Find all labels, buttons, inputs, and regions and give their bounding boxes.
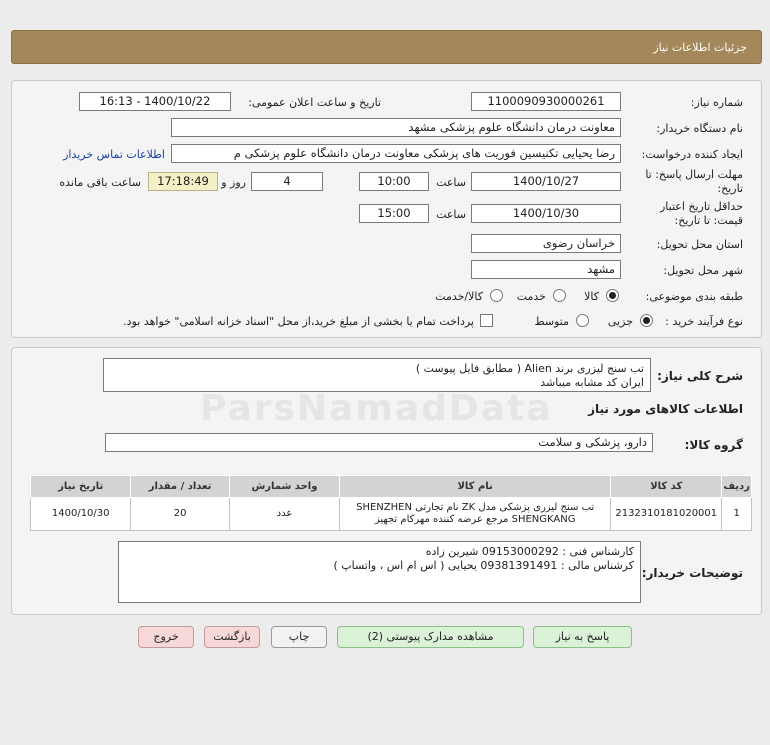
cell-qty: 20 (131, 498, 229, 531)
page-title-bar (11, 30, 762, 64)
city-label: شهر محل تحویل: (663, 264, 743, 277)
city-field: مشهد (471, 260, 621, 279)
cell-name-line-2: SHENGKANG مرجع عرضه کننده مهرکام تجهیز (374, 514, 576, 525)
deadline-date-field: 1400/10/27 (471, 172, 621, 191)
deadline-time-label: ساعت (436, 176, 466, 189)
process-option-medium: متوسط (534, 315, 569, 328)
page-title: جزئیات اطلاعات نیاز (653, 41, 747, 54)
deadline-time-field: 10:00 (359, 172, 429, 191)
creator-label: ایجاد کننده درخواست: (641, 148, 743, 161)
validity-label-2: قیمت: تا تاریخ: (674, 214, 743, 227)
category-option-goods-service: کالا/خدمت (435, 290, 483, 303)
cell-name-line-1: تب سنج لیزری پزشکی مدل ZK نام تجارتی SHENZHEN (356, 502, 595, 513)
summary-label: شرح کلی نیاز: (657, 369, 743, 383)
remaining-time-field: 17:18:49 (148, 172, 218, 191)
validity-date-field: 1400/10/30 (471, 204, 621, 223)
reply-button[interactable]: پاسخ به نیاز (533, 626, 632, 648)
col-qty: تعداد / مقدار (131, 476, 229, 498)
print-button[interactable]: چاپ (271, 626, 327, 648)
category-radio-goods-service[interactable] (490, 289, 503, 302)
buyer-org-label: نام دستگاه خریدار: (656, 122, 743, 135)
announce-label: تاریخ و ساعت اعلان عمومی: (248, 96, 381, 109)
col-unit: واحد شمارش (229, 476, 339, 498)
view-attachments-button[interactable]: مشاهده مدارک پیوستی (2) (337, 626, 524, 648)
exit-button[interactable]: خروج (138, 626, 194, 648)
col-code: کد کالا (611, 476, 722, 498)
buyer-notes-line-1: کارشناس فنی : 09153000292 شیرین زاده (425, 545, 634, 558)
process-option-minor: جزیی (607, 315, 633, 328)
days-label: روز و (221, 176, 246, 189)
buyer-notes-text (118, 541, 641, 603)
back-button[interactable]: بازگشت (204, 626, 260, 648)
validity-time-field: 15:00 (359, 204, 429, 223)
need-info-panel (11, 80, 762, 338)
buyer-notes-line-2: کرشناس مالی : 09381391491 یحیایی ( اس ام اس ، واتساپ ) (333, 559, 634, 572)
deadline-label-1: مهلت ارسال پاسخ: تا (645, 168, 743, 181)
goods-info-title: اطلاعات کالاهای مورد نیاز (588, 402, 743, 416)
table-row (31, 498, 752, 531)
validity-label-1: حداقل تاریخ اعتبار (659, 200, 743, 213)
buyer-org-field: معاونت درمان دانشگاه علوم پزشکی مشهد (171, 118, 621, 137)
buyer-notes-label: توضیحات خریدار: (641, 566, 743, 580)
province-field: خراسان رضوی (471, 234, 621, 253)
category-radio-service[interactable] (553, 289, 566, 302)
need-details-panel (11, 347, 762, 615)
need-number-label: شماره نیاز: (690, 96, 743, 109)
creator-field: رضا یحیایی تکنیسین فوریت های پزشکی معاونت درمان دانشگاه علوم پزشکی م (171, 144, 621, 163)
cell-code: 2132310181020001 (611, 498, 722, 531)
process-radio-minor[interactable] (640, 314, 653, 327)
payment-note: پرداخت تمام یا بخشی از مبلغ خرید،از محل "اسناد خزانه اسلامی" خواهد بود. (123, 315, 474, 328)
process-radio-medium[interactable] (576, 314, 589, 327)
goods-group-field: دارو، پزشکی و سلامت (105, 433, 653, 452)
deadline-label-2: تاریخ: (717, 182, 743, 195)
cell-row: 1 (722, 498, 752, 531)
goods-table-header (31, 476, 752, 498)
category-label: طبقه بندی موضوعی: (645, 290, 743, 303)
need-number-field: 1100090930000261 (471, 92, 621, 111)
category-option-goods: کالا (584, 290, 599, 303)
days-field: 4 (251, 172, 323, 191)
announce-datetime-field: 1400/10/22 - 16:13 (79, 92, 231, 111)
col-date: تاریخ نیاز (31, 476, 131, 498)
summary-line-1: تب سنج لیزری برند Alien ( مطابق فایل پیوست ) (415, 362, 644, 375)
buyer-contact-link[interactable]: اطلاعات تماس خریدار (63, 148, 165, 161)
goods-table (30, 475, 752, 531)
remaining-label: ساعت باقی مانده (59, 176, 141, 189)
goods-group-label: گروه کالا: (684, 438, 743, 452)
category-option-service: خدمت (516, 290, 546, 303)
cell-name (340, 498, 611, 531)
process-label: نوع فرآیند خرید : (665, 315, 743, 328)
col-name: نام کالا (340, 476, 611, 498)
summary-line-2: ایران کد مشابه میباشد (540, 376, 644, 389)
validity-time-label: ساعت (436, 208, 466, 221)
cell-unit: عدد (229, 498, 339, 531)
treasury-checkbox[interactable] (480, 314, 493, 327)
cell-date: 1400/10/30 (31, 498, 131, 531)
category-radio-goods[interactable] (606, 289, 619, 302)
province-label: استان محل تحویل: (656, 238, 743, 251)
col-row: ردیف (722, 476, 752, 498)
summary-text (103, 358, 651, 392)
